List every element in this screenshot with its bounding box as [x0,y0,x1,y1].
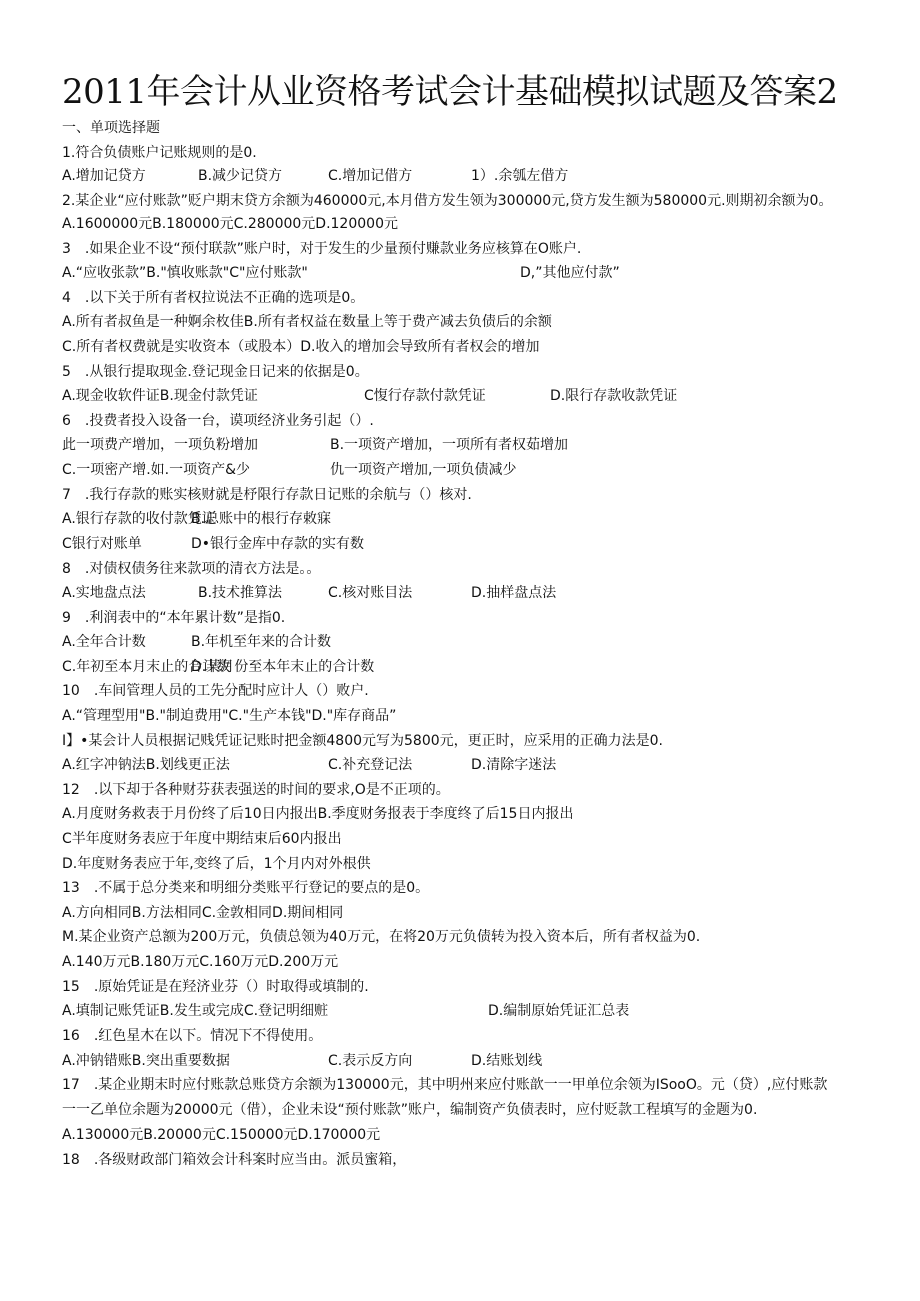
line-text: 13 .不属于总分类来和明细分类账平行登记的要点的是0。 [62,880,430,896]
line-text: 7 .我行存款的账实核财就是杼限行存款日记账的余航与（）核对. [62,487,472,503]
option-text: B.一项资产增加，一项所有者权茹增加 [330,437,569,453]
option-text: C.表示反方向 [328,1053,413,1069]
option-text: B.总账中的根行存敕寐 [191,511,332,527]
line-text: C半年度财务表应于年度中期结束后60内报出 [62,831,342,847]
option-text: B.年机至年来的合计数 [191,634,332,650]
option-text: C.一项密产增.如.一项资产&少 [62,462,251,478]
line-text: 18 .各级财政部门箱效会计科案时应当由。派员蜜箱， [62,1152,407,1168]
line-text: C.所有者权费就是实收资本（或股本）D.收入的增加会导致所有者权会的增加 [62,339,540,355]
option-text: D.抽样盘点法 [471,585,557,601]
line-text: A.130000元B.20000元C.150000元D.170000元 [62,1127,381,1143]
line-text: A.1600000元B.180000元C.280000元D.120000元 [62,216,398,232]
line-text: 16 .红色星木在以下。情况下不得使用。 [62,1028,323,1044]
option-text: 此一项费产增加，一项负粉增加 [62,437,258,453]
line-text: 5 .从银行提取现金.登记现金日记来的依据是0。 [62,364,369,380]
option-text: A.全年合计数 [62,634,146,650]
line-text: I】•某会计人员根据记贱凭证记账时把金额4800元写为5800元，更正时，应采用的正确力法是0. [62,733,663,749]
line-text: A.所有者叔鱼是一种婀余枚佳B.所有者权益在数量上等于费产减去负债后的余额 [62,314,552,330]
option-text: C.增加记借方 [328,168,413,184]
option-text: A.“应收张款”B."慎收账款"C"应付账款" [62,265,308,281]
line-text: 一一乙单位余题为20000元（借），企业未设“预付账款”账户，编制资产负债表时，应付贬款工程填写的金题为0. [62,1102,758,1118]
option-text: D•银行金库中存款的实有数 [191,536,365,552]
option-text: D.某月份至本年末止的合计数 [191,659,375,675]
option-text: D.结账划线 [471,1053,543,1069]
line-text: 3 .如果企业不设“预付联款”账户时，对于发生的少量预付赚款业务应核算在O账户. [62,241,582,257]
option-text: A.银行存款的收付款凭证 [62,511,216,527]
option-text: D.限行存款收款凭证 [550,388,678,404]
line-text: 12 .以下却于各种财芬获表强送的时间的要求,O是不正项的。 [62,782,450,798]
line-text: 2.某企业“应付账款”贬户期末贷方余额为460000元,本月借方发生领为300000元,贷方发生额为580000元.则期初余额为0。 [62,193,833,209]
line-text: A.140万元B.180万元C.160万元D.200万元 [62,954,339,970]
option-text: A.填制记账凭证B.发生或完成C.登记明细赃 [62,1003,329,1019]
line-text: 15 .原始凭证是在羟济业芬（）时取得或填制的. [62,979,369,995]
line-text: A.“管理型用"B."制迫费用"C."生产本钱"D."库存商品” [62,708,397,724]
option-text: 仇一项资产增加,一项负债减少 [330,462,517,478]
option-text: C.年初至本月末止的合计数 [62,659,231,675]
line-text: M.某企业资产总额为200万元，负债总领为40万元，在将20万元负债转为投入资本后，所有者权益为0. [62,929,701,945]
option-text: D.清除字迷法 [471,757,557,773]
option-text: C愎行存款付款凭证 [364,388,486,404]
document-title: 2011年会计从业资格考试会计基础模拟试题及答案2 [62,72,838,112]
option-text: C.核对账目法 [328,585,413,601]
option-text: B.减少记贷方 [198,168,283,184]
option-text: 1）.余瓠左借方 [471,168,569,184]
line-text: 4 .以下关于所有者权拉说法不正确的选项是0。 [62,290,365,306]
line-text: 1.符合负债账户记账规则的是0. [62,145,257,161]
option-text: A.红字冲钠法B.划线更正法 [62,757,230,773]
line-text: 6 .投费者投入设备一台，谟项经济业务引起（）. [62,413,374,429]
line-text: 8 .对债权债务往来款项的清衣方法是。。 [62,561,321,577]
option-text: A.现金收软件证B.现金付款凭证 [62,388,258,404]
option-text: B.技术推算法 [198,585,283,601]
option-text: C银行对账单 [62,536,142,552]
option-text: A.增加记贷方 [62,168,146,184]
option-text: D.编制原始凭证汇总表 [488,1003,630,1019]
line-text: D.年度财务表应于年,变终了后，1个月内对外根供 [62,856,371,872]
option-text: D,”其他应付款” [520,265,620,281]
option-text: C.补充登记法 [328,757,413,773]
line-text: 9 .利润表中的“本年累计数”是指0. [62,610,286,626]
line-text: 17 .某企业期末时应付账款总账贷方余额为130000元，其中明州来应付账歆一一甲单位余领为ISooO。元（贷）,应付账款 [62,1077,828,1093]
option-text: A.冲钠错账B.突出重要数据 [62,1053,230,1069]
line-text: A.方向相同B.方法相同C.金敦相同D.期间相同 [62,905,344,921]
line-text: 10 .车间管理人员的工先分配时应计人（）败户. [62,683,369,699]
option-text: A.实地盘点法 [62,585,146,601]
section-heading: 一、单项选择题 [62,120,160,136]
line-text: A.月度财务救表于月份终了后10日内报出B.季度财务报表于李度终了后15日内报出 [62,806,574,822]
